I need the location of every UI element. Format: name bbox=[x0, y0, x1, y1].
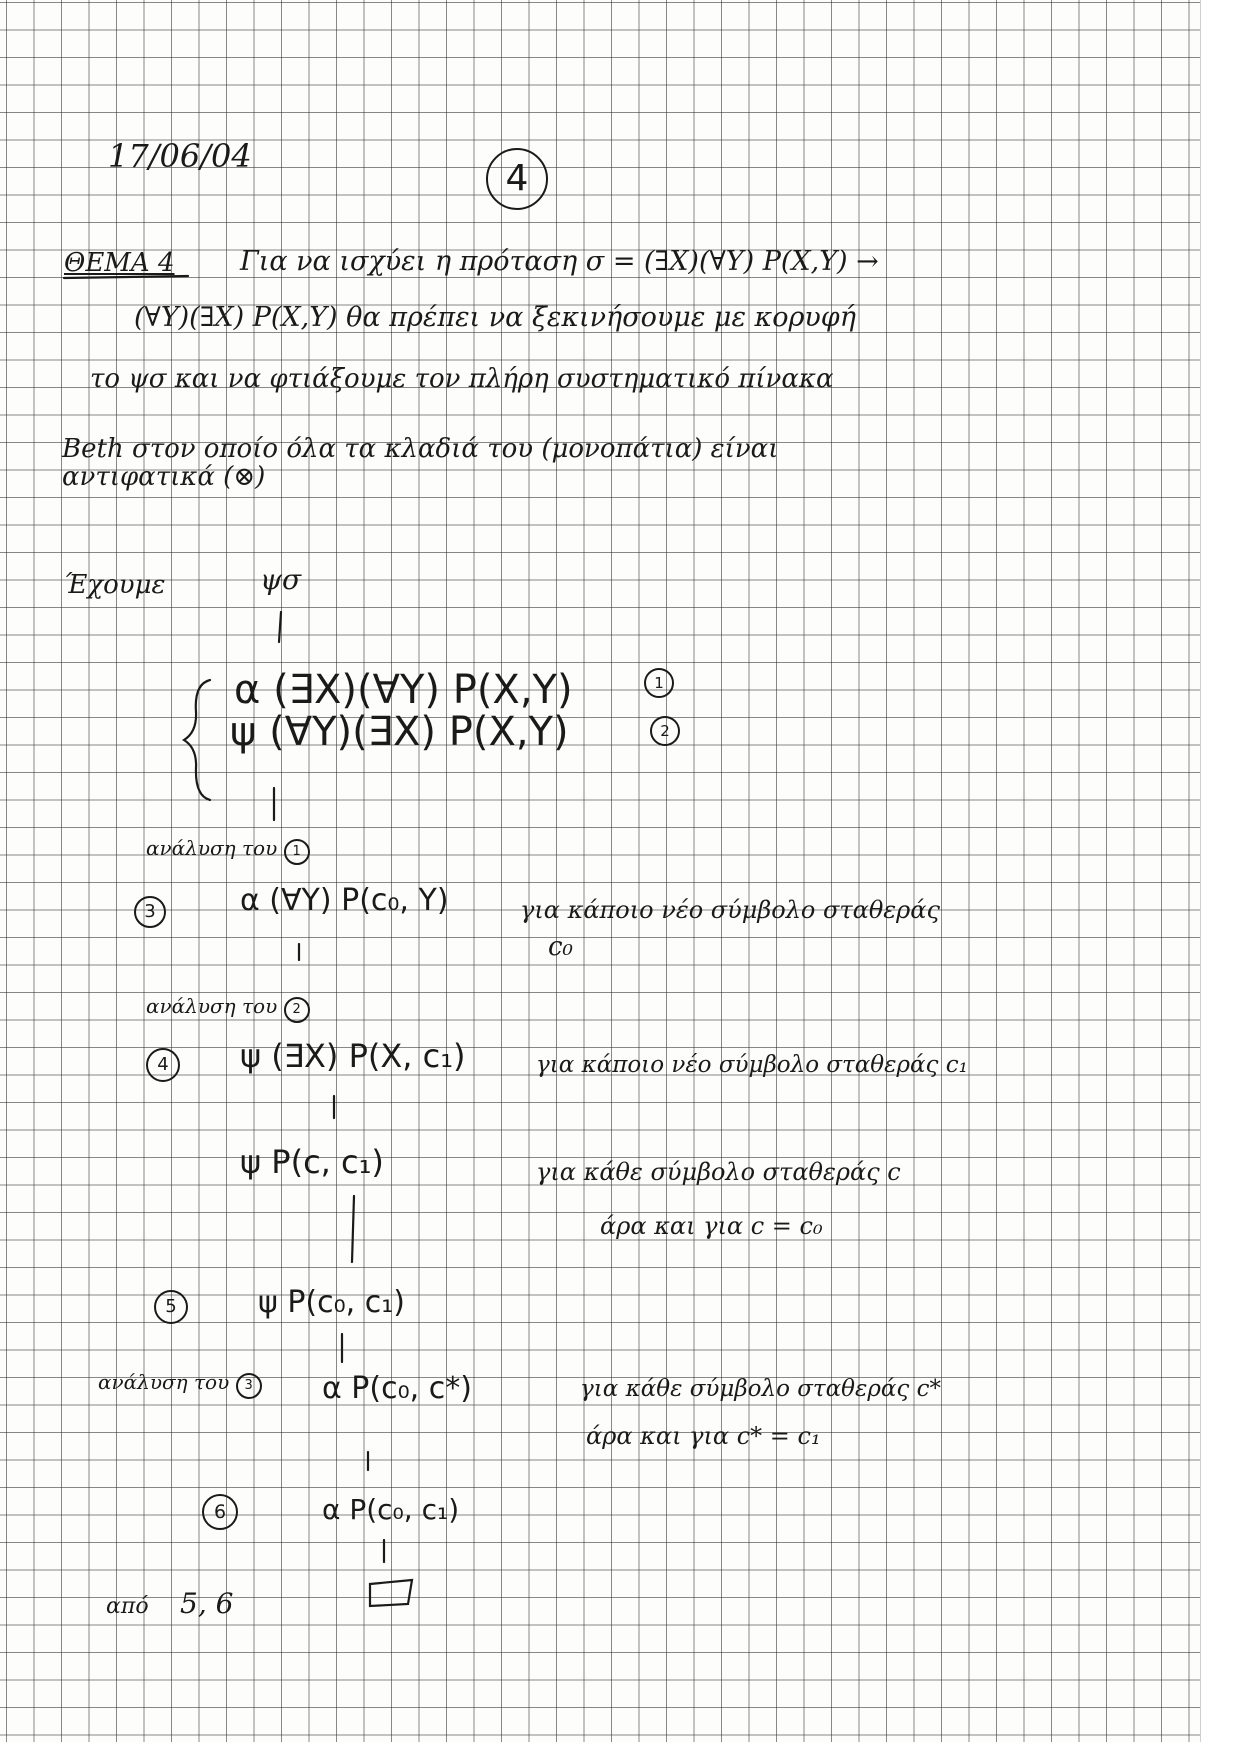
comment-4b-1: για κάθε σύμβολο σταθεράς c bbox=[536, 1158, 901, 1186]
heading-underline bbox=[64, 276, 188, 278]
heading-line-3: το ψσ και να φτιάξουμε τον πλήρη συστηματικό πίνακα bbox=[90, 364, 834, 394]
formula-3: α (∀Y) P(c₀, Y) bbox=[240, 883, 449, 918]
heading-line-4: Beth στον οποίο όλα τα κλαδιά του (μονοπάτια) είναι bbox=[62, 434, 779, 464]
step-5-number: 5 bbox=[154, 1290, 188, 1324]
tableau-brace bbox=[184, 680, 210, 800]
note-3-text: ανάλυση του bbox=[146, 836, 278, 860]
ref-1: 1 bbox=[644, 668, 674, 698]
date: 17/06/04 bbox=[108, 137, 252, 175]
page-number: 4 bbox=[486, 148, 548, 210]
formula-5: ψ P(c₀, c₁) bbox=[258, 1285, 405, 1320]
note-3-ref: 1 bbox=[284, 839, 310, 865]
tableau-root: ψσ bbox=[260, 563, 302, 596]
tableau-intro: Έχουμε bbox=[64, 570, 166, 600]
heading-line-1: Για να ισχύει η πρόταση σ = (∃X)(∀Y) P(X,Y) → bbox=[240, 246, 879, 277]
formula-6: α P(c₀, c₁) bbox=[322, 1493, 460, 1526]
step-3-number: 3 bbox=[134, 896, 166, 928]
step-4-number: 4 bbox=[146, 1048, 180, 1082]
formula-4b: ψ P(c, c₁) bbox=[240, 1143, 384, 1181]
formula-2: ψ (∀Y)(∃X) P(X,Y) bbox=[230, 709, 569, 755]
conclusion-text: από bbox=[106, 1594, 149, 1619]
note-4-text: ανάλυση του bbox=[146, 994, 278, 1018]
formula-5b: α P(c₀, c*) bbox=[322, 1371, 472, 1406]
comment-5b-1: για κάθε σύμβολο σταθεράς c* bbox=[580, 1376, 942, 1402]
note-4-ref: 2 bbox=[284, 997, 310, 1023]
ref-2: 2 bbox=[650, 716, 680, 746]
closed-branch-box-icon bbox=[370, 1580, 412, 1606]
heading-line-2: (∀Y)(∃X) P(X,Y) θα πρέπει να ξεκινήσουμε με κορυφή bbox=[134, 302, 856, 333]
conclusion-refs: 5, 6 bbox=[180, 1587, 234, 1620]
comment-4: για κάποιο νέο σύμβολο σταθεράς c₁ bbox=[536, 1052, 968, 1078]
comment-5b-2: άρα και για c* = c₁ bbox=[586, 1422, 821, 1450]
formula-4: ψ (∃X) P(X, c₁) bbox=[240, 1037, 466, 1075]
comment-4b-2: άρα και για c = c₀ bbox=[600, 1212, 823, 1240]
step-6-number: 6 bbox=[202, 1494, 238, 1530]
heading-label: ΘΕΜΑ 4 bbox=[64, 248, 175, 278]
comment-3a: για κάποιο νέο σύμβολο σταθεράς bbox=[520, 896, 940, 924]
branch-4b bbox=[352, 1196, 354, 1262]
formula-1: α (∃X)(∀Y) P(X,Y) bbox=[234, 667, 573, 713]
branch-root bbox=[279, 612, 281, 642]
heading-line-5: αντιφατικά (⊗) bbox=[62, 462, 266, 492]
note-5b-text: ανάλυση του bbox=[98, 1370, 230, 1394]
note-5b-ref: 3 bbox=[236, 1373, 262, 1399]
comment-3b: c₀ bbox=[548, 932, 573, 962]
